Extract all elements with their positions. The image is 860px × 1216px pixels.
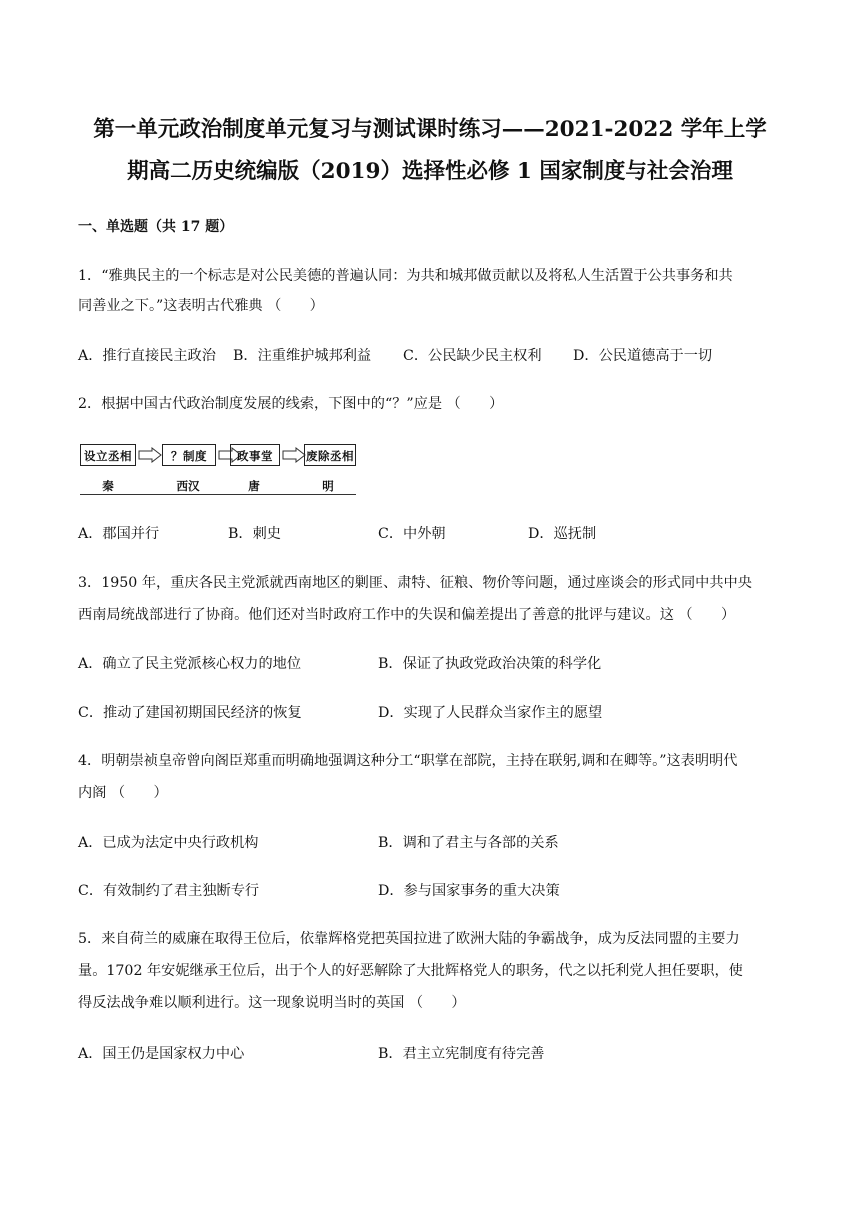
- question-5-stem-line-3: 得反法战争难以顺利进行。这一现象说明当时的英国 （ ）: [78, 995, 466, 1011]
- diagram-dynasty-4: 明: [322, 479, 334, 493]
- question-4-option-a: A．已成为法定中央行政机构: [78, 835, 259, 851]
- diagram-dynasty-2: 西汉: [176, 479, 200, 493]
- diagram-dynasty-3: 唐: [248, 479, 260, 493]
- question-4-option-b: B．调和了君主与各部的关系: [378, 835, 559, 851]
- question-1-option-c: C．公民缺少民主权利: [403, 348, 542, 364]
- question-2-option-c: C．中外朝: [378, 526, 446, 542]
- question-1-stem-line-2: 同善业之下。”这表明古代雅典 （ ）: [78, 298, 324, 314]
- question-5-stem-line-2: 量。1702 年安妮继承王位后，出于个人的好恶解除了大批辉格党人的职务，代之以托利党人担任要职，使: [78, 963, 743, 979]
- diagram-box-2: ？制度: [162, 444, 216, 466]
- question-1-stem-line-1: 1．“雅典民主的一个标志是对公民美德的普遍认同：为共和城邦做贡献以及将私人生活置于公共事务和共: [78, 268, 733, 284]
- diagram-dynasty-1: 秦: [102, 479, 114, 493]
- question-4-stem-line-2: 内阁 （ ）: [78, 785, 168, 801]
- question-2-option-a: A．郡国并行: [78, 526, 160, 542]
- question-1-option-d: D．公民道德高于一切: [573, 348, 713, 364]
- question-1-option-b: B．注重维护城邦利益: [233, 348, 372, 364]
- diagram-box-3: 政事堂: [230, 444, 280, 466]
- question-2-option-b: B．刺史: [228, 526, 281, 542]
- question-2-stem: 2．根据中国古代政治制度发展的线索，下图中的“？”应是 （ ）: [78, 396, 504, 412]
- diagram-arrow-1: [138, 447, 162, 463]
- diagram-baseline: [80, 494, 356, 495]
- question-4-stem-line-1: 4．明朝崇祯皇帝曾向阁臣郑重而明确地强调这种分工“职掌在部院，主持在联躬,调和在卿等。”这表明明代: [78, 753, 738, 769]
- diagram-box-4: 废除丞相: [304, 444, 356, 466]
- political-system-diagram: [80, 442, 360, 498]
- section-heading: 一、单选题（共 17 题）: [78, 219, 234, 235]
- question-5-stem-line-1: 5．来自荷兰的威廉在取得王位后，依靠辉格党把英国拉进了欧洲大陆的争霸战争，成为反法同盟的主要力: [78, 931, 740, 947]
- question-3-option-d: D．实现了人民群众当家作主的愿望: [378, 705, 603, 721]
- question-4-option-c: C．有效制约了君主独断专行: [78, 883, 260, 899]
- document-title-line-1: 第一单元政治制度单元复习与测试课时练习——2021-2022 学年上学: [93, 117, 767, 142]
- question-3-stem-line-1: 3．1950 年，重庆各民主党派就西南地区的剿匪、肃特、征粮、物价等问题，通过座谈会的形式同中共中央: [78, 575, 752, 591]
- question-2-option-d: D．巡抚制: [528, 526, 597, 542]
- question-3-option-b: B．保证了执政党政治决策的科学化: [378, 656, 602, 672]
- diagram-box-1: 设立丞相: [80, 444, 136, 466]
- question-4-option-d: D．参与国家事务的重大决策: [378, 883, 560, 899]
- question-3-option-a: A．确立了民主党派核心权力的地位: [78, 656, 302, 672]
- question-5-option-a: A．国王仍是国家权力中心: [78, 1046, 245, 1062]
- question-1-option-a: A．推行直接民主政治: [78, 348, 216, 364]
- diagram-arrow-3: [282, 447, 306, 463]
- question-3-option-c: C．推动了建国初期国民经济的恢复: [78, 705, 302, 721]
- question-3-stem-line-2: 西南局统战部进行了协商。他们还对当时政府工作中的失误和偏差提出了善意的批评与建议。这 （ ）: [78, 607, 736, 623]
- document-title-line-2: 期高二历史统编版（2019）选择性必修 1 国家制度与社会治理: [127, 159, 733, 184]
- question-5-option-b: B．君主立宪制度有待完善: [378, 1046, 545, 1062]
